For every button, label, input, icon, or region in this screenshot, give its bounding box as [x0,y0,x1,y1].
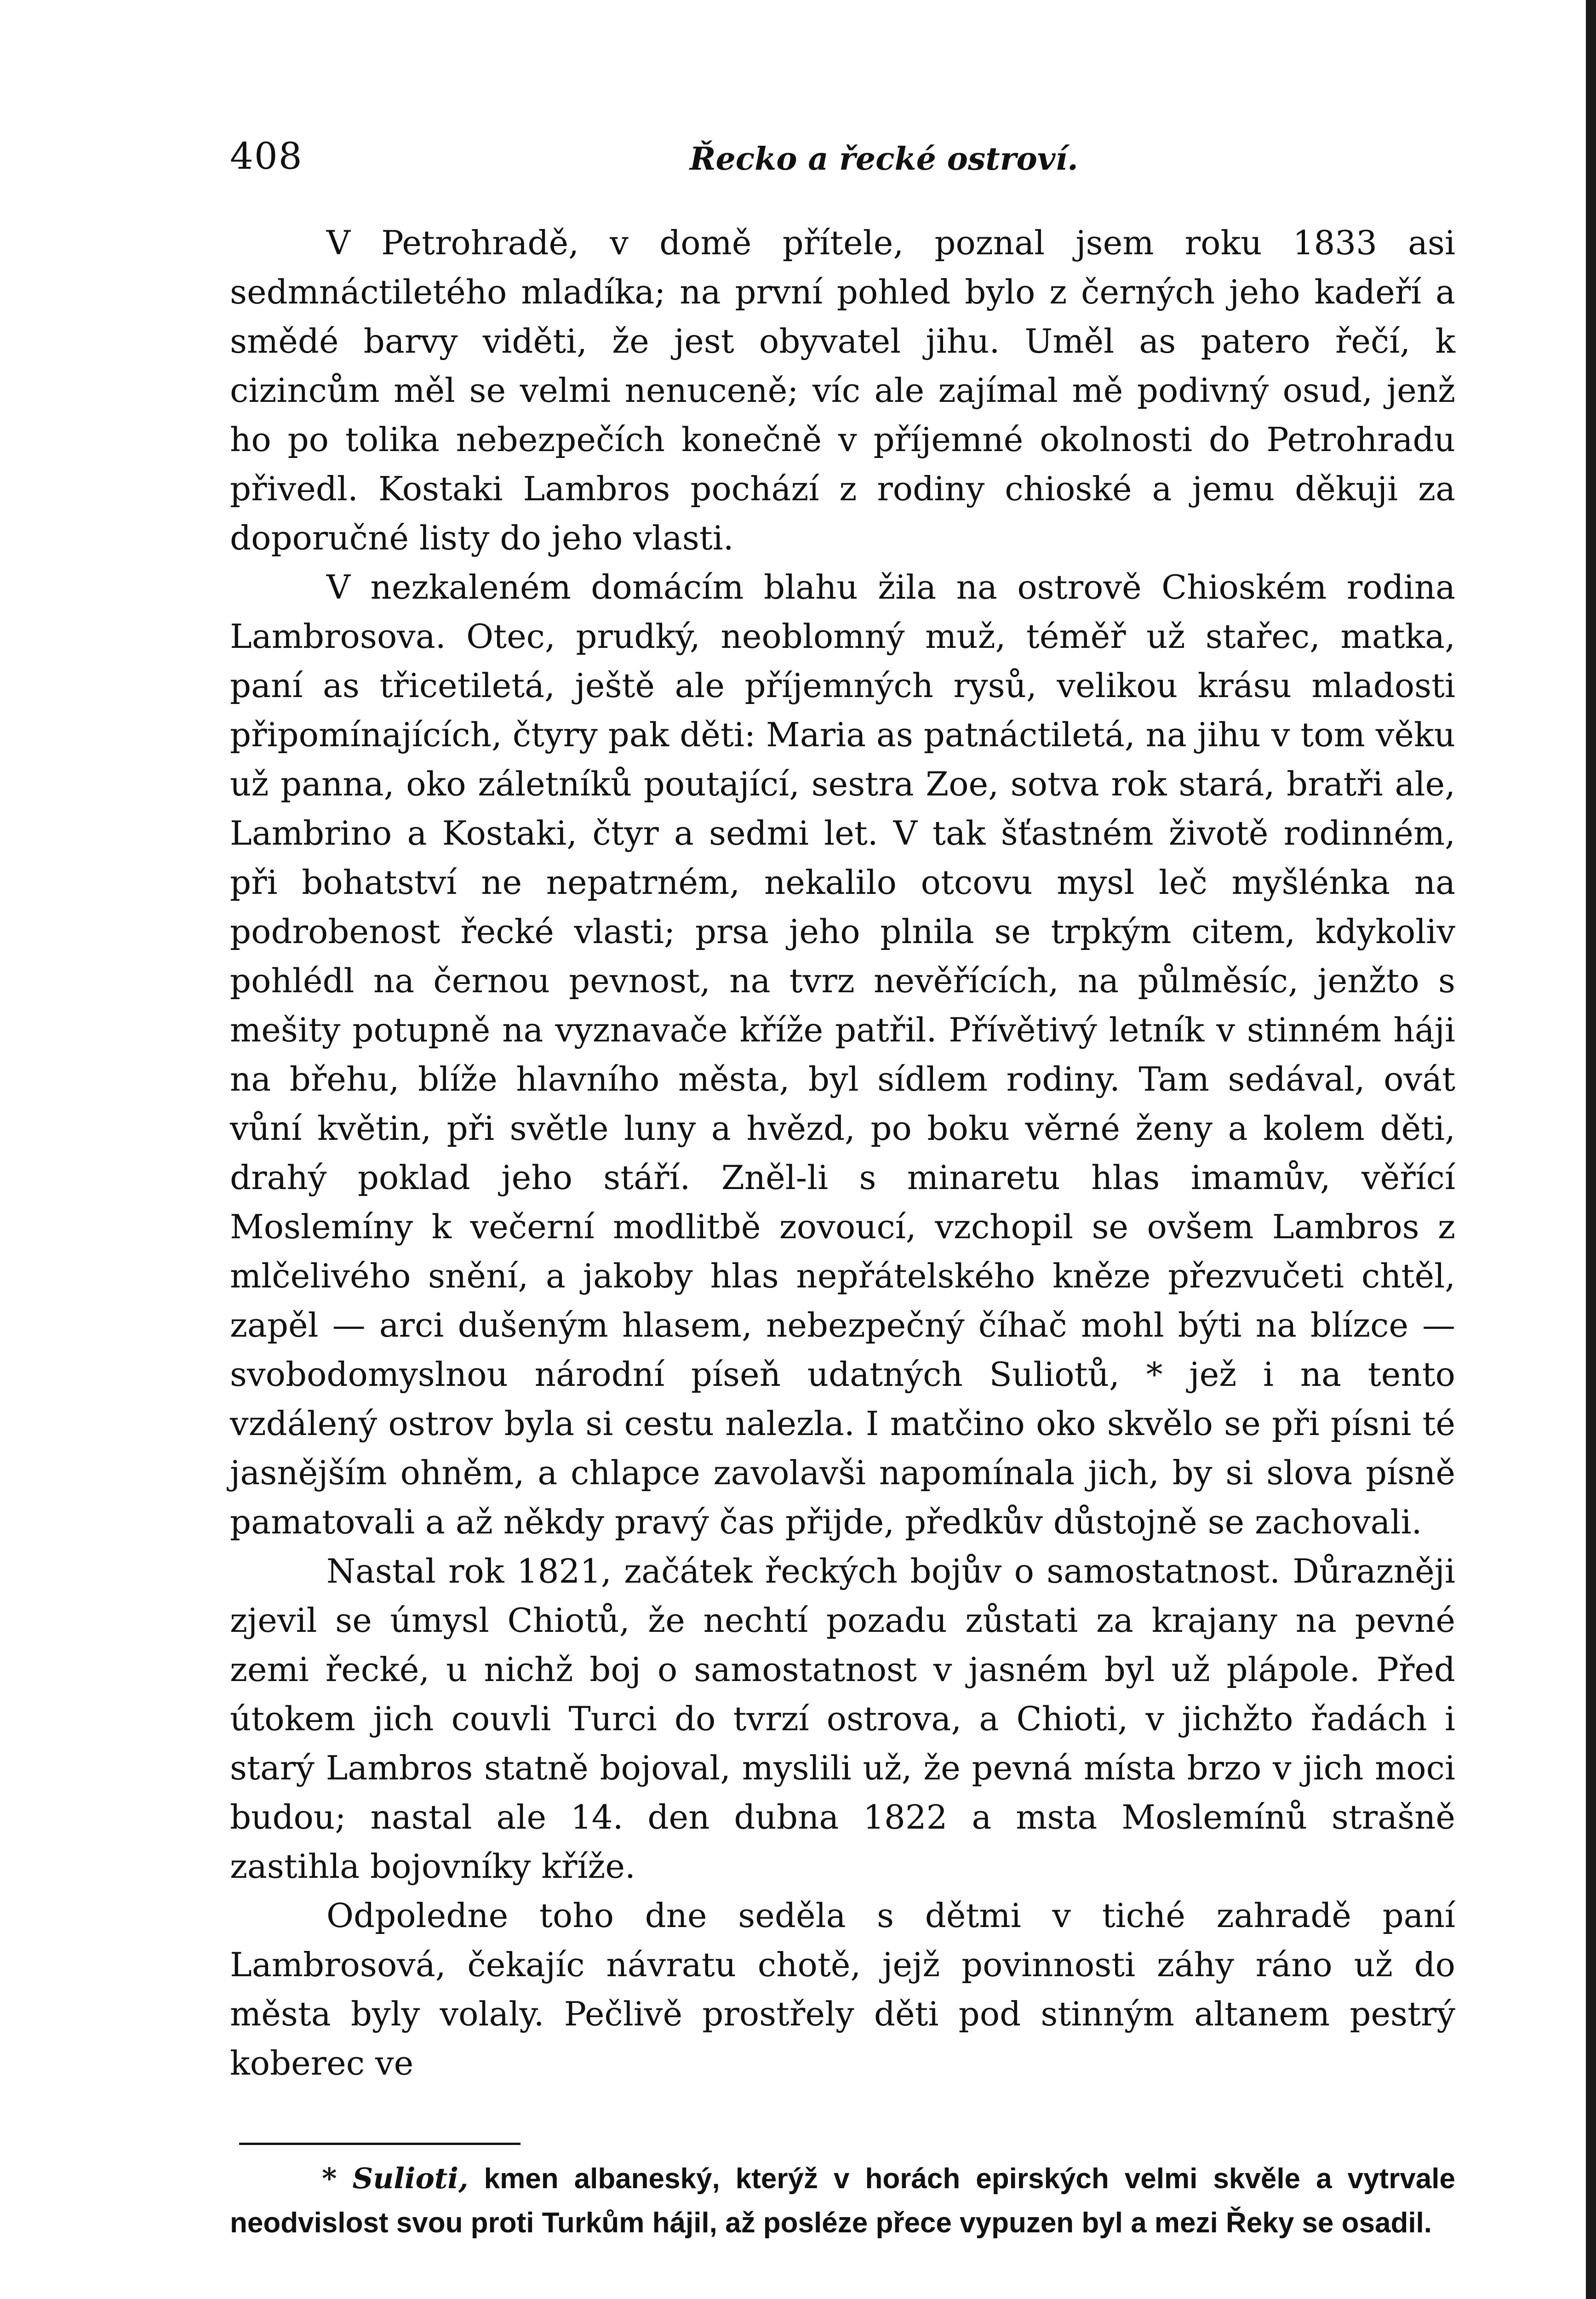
page-number: 408 [230,135,303,177]
footnote-text: kmen albaneský, kterýž v horách epirských velmi skvěle a vytrvale neodvislost svou proti Turkům hájil, až posléze přece vypuzen byl a mezi Řeky se osadil. [230,2163,1455,2239]
body-text [230,218,1455,2088]
paragraph: Odpoledne toho dne seděla s dětmi v tiché zahradě paní Lambrosová, čekajíc návratu chotě, jejž povinnosti záhy ráno už do města byly volaly. Pečlivě prostřely děti pod stinným altanem pestrý koberec ve [230,1896,1455,2082]
page-edge-shadow [1586,0,1596,2299]
paragraph: Nastal rok 1821, začátek řeckých bojův o samostatnost. Důrazněji zjevil se úmysl Chiotů, že nechtí pozadu zůstati za krajany na pevné zemi řecké, u nichž boj o samostatnost v jasném byl už plápole. Před útokem jich couvli Turci do tvrzí ostrova, a Chioti, v jichžto řadách i starý Lambros statně bojoval, myslili už, že pevná místa brzo v jich moci budou; nastal ale 14. den dubna 1822 a msta Moslemínů strašně zastihla bojovníky kříže. [230,1552,1455,1886]
page-header [230,133,1453,189]
footnote-separator [239,2143,521,2145]
footnote-term: Sulioti, [352,2162,469,2195]
footnote-marker: * [322,2162,337,2195]
paragraph: V nezkaleném domácím blahu žila na ostrově Chioském rodina Lambrosova. Otec, prudký, neoblomný muž, téměř už stařec, matka, paní as třicetiletá, ještě ale příjemných rysů, velikou krásu mladosti připomínajících, čtyry pak děti: Maria as patnáctiletá, na jihu v tom věku už panna, oko záletníků poutající, sestra Zoe, sotva rok stará, bratři ale, Lambrino a Kostaki, čtyr a sedmi let. V tak šťastném životě rodinném, při bohatství ne nepatrném, nekalilo otcovu mysl leč myšlénka na podrobenost řecké vlasti; prsa jeho plnila se trpkým citem, kdykoliv pohlédl na černou pevnost, na tvrz nevěřících, na půlměsíc, jenžto s mešity potupně na vyznavače kříže patřil. Přívětivý letník v stinném háji na břehu, blíže hlavního města, byl sídlem rodiny. Tam sedával, ovát vůní květin, při světle luny a hvězd, po boku věrné ženy a kolem děti, drahý poklad jeho stáří. Zněl-li s minaretu hlas imamův, věřící Moslemíny k večerní modlitbě zovoucí, vzchopil se ovšem Lambros z mlčelivého snění, a jakoby hlas nepřátelského kněze přezvučeti chtěl, zapěl — arci dušeným hlasem, nebezpečný číhač mohl býti na blízce — svobodomyslnou národní píseň udatných Suliotů, * jež i na tento vzdálený ostrov byla si cestu nalezla. I matčino oko skvělo se při písni té jasnějším ohněm, a chlapce zavolavši napomínala jich, by si slova písně pamatovali a až někdy pravý čas přijde, předkův důstojně se zachovali. [230,568,1455,1541]
footnote [230,2156,1455,2245]
paragraph: V Petrohradě, v domě přítele, poznal jsem roku 1833 asi sedmnáctiletého mladíka; na první pohled bylo z černých jeho kadeří a smědé barvy viděti, že jest obyvatel jihu. Uměl as patero řečí, k cizincům měl se velmi nenuceně; víc ale zajímal mě podivný osud, jenž ho po tolika nebezpečích konečně v příjemné okolnosti do Petrohradu přivedl. Kostaki Lambros pochází z rodiny chioské a jemu děkuji za doporučné listy do jeho vlasti. [230,223,1455,557]
running-title: Řecko a řecké ostroví. [690,141,1078,177]
